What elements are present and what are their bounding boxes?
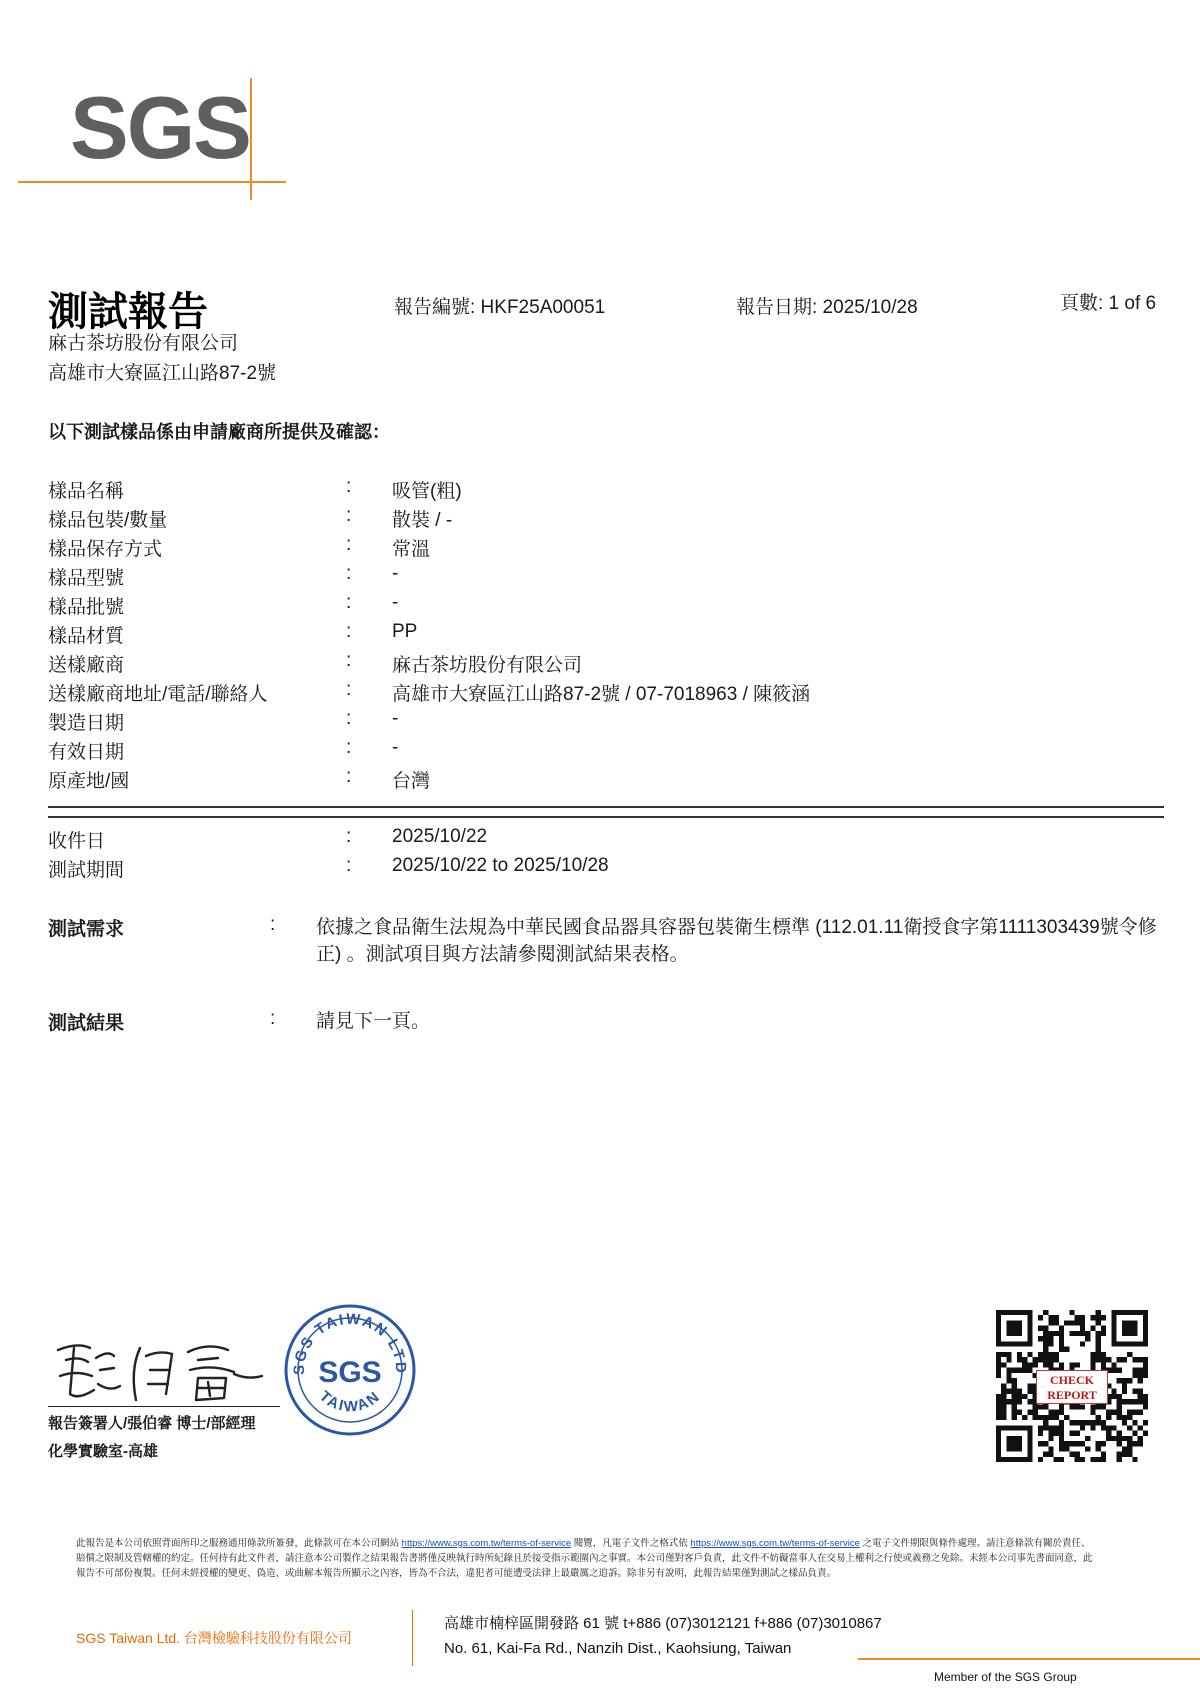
row-label: 樣品批號 bbox=[48, 597, 125, 618]
disclaimer-text: 閱覽，凡電子文件之格式依 bbox=[573, 1538, 688, 1549]
row-colon: : bbox=[346, 476, 352, 497]
row-colon: : bbox=[346, 650, 352, 671]
row-value: 2025/10/22 to 2025/10/28 bbox=[392, 855, 609, 876]
report-date: 報告日期: 2025/10/28 bbox=[736, 297, 918, 318]
row-value: 散裝 / - bbox=[392, 510, 453, 531]
footer-rule bbox=[858, 1658, 1200, 1660]
handwritten-signature bbox=[48, 1330, 268, 1410]
row-value: 2025/10/22 bbox=[392, 826, 488, 847]
sample-row bbox=[48, 505, 1168, 533]
row-value: - bbox=[392, 592, 399, 613]
terms-link[interactable]: https://www.sgs.com.tw/terms-of-service bbox=[690, 1538, 860, 1549]
badge-line: CHECK bbox=[1049, 1373, 1094, 1387]
page-count: 頁數: 1 of 6 bbox=[1060, 293, 1157, 314]
row-colon: : bbox=[346, 679, 352, 700]
row-label: 製造日期 bbox=[48, 713, 125, 734]
row-label: 送樣廠商地址/電話/聯絡人 bbox=[48, 684, 268, 705]
sample-row bbox=[48, 679, 1168, 707]
logo-horizontal-rule bbox=[18, 181, 286, 183]
requirement-text: 依據之食品衛生法規為中華民國食品器具容器包裝衛生標準 (112.01.11衛授食字第1111303439號令修正) 。測試項目與方法請參閱測試結果表格。 bbox=[316, 917, 1157, 965]
sample-row bbox=[48, 708, 1168, 736]
row-colon: : bbox=[346, 621, 352, 642]
result-text: 請見下一頁。 bbox=[316, 1011, 431, 1032]
sample-row bbox=[48, 592, 1168, 620]
row-label: 有效日期 bbox=[48, 742, 125, 763]
sample-row bbox=[48, 534, 1168, 562]
row-value: 常溫 bbox=[392, 539, 431, 560]
row-colon: : bbox=[270, 914, 276, 935]
logo-vertical-rule bbox=[250, 78, 252, 200]
row-value: 吸管(粗) bbox=[392, 481, 462, 502]
terms-link[interactable]: https://www.sgs.com.tw/terms-of-service bbox=[401, 1538, 572, 1549]
requirement-label: 測試需求 bbox=[48, 919, 125, 940]
row-label: 樣品保存方式 bbox=[48, 539, 163, 560]
disclaimer-text: 之電子文件期限與條件處理。請注意條款有關於責任、賠償之限制及管轄權的約定。任何持有此文件者，請注意本公司製作之結果報告書將僅反映執行時所紀錄且於接受指示範圍內之事實。本公司僅對客戶負責，此文件不妨礙當事人在交易上權利之行使或義務之免除。未經本公司事先書面同意，此報告不可部份複製。任何未經授權的變更、偽造、或曲解本報告所顯示之內容，皆為不合法，違犯者可能遭受法律上最嚴厲之追訴。除非另有說明，此報告結果僅對測試之樣品負責。 bbox=[76, 1538, 1093, 1579]
sgs-taiwan-stamp bbox=[280, 1300, 420, 1440]
sample-row bbox=[48, 650, 1168, 678]
sgs-logo: SGS bbox=[70, 78, 250, 177]
row-value: - bbox=[392, 708, 399, 729]
row-value: - bbox=[392, 563, 399, 584]
sample-row bbox=[48, 766, 1168, 794]
row-label: 測試期間 bbox=[48, 860, 125, 881]
row-colon: : bbox=[346, 534, 352, 555]
laboratory-name: 化學實驗室-高雄 bbox=[48, 1443, 158, 1460]
row-label: 送樣廠商 bbox=[48, 655, 125, 676]
disclaimer-text: 此報告是本公司依照背面所印之服務通用條款所簽發，此條款可在本公司網站 bbox=[76, 1538, 400, 1549]
footer-divider bbox=[412, 1610, 413, 1666]
row-label: 原產地/國 bbox=[48, 771, 130, 792]
row-label: 樣品材質 bbox=[48, 626, 125, 647]
stamp-bottom-text: TAIWAN bbox=[315, 1387, 385, 1416]
row-colon: : bbox=[346, 766, 352, 787]
client-company: 麻古茶坊股份有限公司 bbox=[48, 333, 239, 354]
stamp-top-text: SGS TAIWAN LTD bbox=[290, 1310, 410, 1376]
stamp-center-text: SGS bbox=[318, 1356, 382, 1389]
sample-row bbox=[48, 563, 1168, 591]
row-value: 麻古茶坊股份有限公司 bbox=[392, 655, 583, 676]
test-requirement bbox=[48, 914, 1168, 974]
report-title: 測試報告 bbox=[48, 290, 208, 334]
footer-company: SGS Taiwan Ltd. 台灣檢驗科技股份有限公司 bbox=[76, 1630, 352, 1646]
footer-address-en: No. 61, Kai-Fa Rd., Nanzih Dist., Kaohsiung, Taiwan bbox=[444, 1640, 792, 1657]
disclaimer bbox=[76, 1536, 1096, 1581]
date-row bbox=[48, 826, 1168, 854]
row-value: 台灣 bbox=[392, 771, 431, 792]
badge-line: REPORT bbox=[1047, 1388, 1097, 1402]
result-label: 測試結果 bbox=[48, 1013, 125, 1034]
member-of-group: Member of the SGS Group bbox=[934, 1670, 1077, 1684]
row-value: 高雄市大寮區江山路87-2號 / 07-7018963 / 陳筱涵 bbox=[392, 684, 811, 705]
row-colon: : bbox=[346, 708, 352, 729]
sample-row bbox=[48, 621, 1168, 649]
row-label: 樣品包裝/數量 bbox=[48, 510, 168, 531]
sample-row bbox=[48, 737, 1168, 765]
sample-intro: 以下測試樣品係由申請廠商所提供及確認： bbox=[48, 422, 390, 442]
row-label: 收件日 bbox=[48, 831, 106, 852]
row-colon: : bbox=[346, 505, 352, 526]
signatory-title: 報告簽署人/張伯睿 博士/部經理 bbox=[48, 1415, 256, 1432]
row-label: 樣品型號 bbox=[48, 568, 125, 589]
row-colon: : bbox=[346, 737, 352, 758]
double-separator bbox=[48, 806, 1164, 818]
date-row bbox=[48, 855, 1168, 883]
row-colon: : bbox=[346, 592, 352, 613]
row-value: PP bbox=[392, 621, 418, 642]
row-colon: : bbox=[346, 826, 352, 847]
client-address: 高雄市大寮區江山路87-2號 bbox=[48, 363, 277, 384]
row-colon: : bbox=[270, 1008, 276, 1029]
check-report-badge bbox=[1036, 1370, 1108, 1404]
footer-address-zh: 高雄市楠梓區開發路 61 號 t+886 (07)3012121 f+886 (07)3010867 bbox=[444, 1615, 882, 1632]
signature-line bbox=[48, 1406, 280, 1407]
row-colon: : bbox=[346, 855, 352, 876]
test-result bbox=[48, 1008, 1168, 1036]
report-number: 報告編號: HKF25A00051 bbox=[394, 297, 606, 318]
sample-row bbox=[48, 476, 1168, 504]
svg-text:TAIWAN bbox=[316, 1388, 384, 1416]
row-colon: : bbox=[346, 563, 352, 584]
row-value: - bbox=[392, 737, 399, 758]
row-label: 樣品名稱 bbox=[48, 481, 125, 502]
